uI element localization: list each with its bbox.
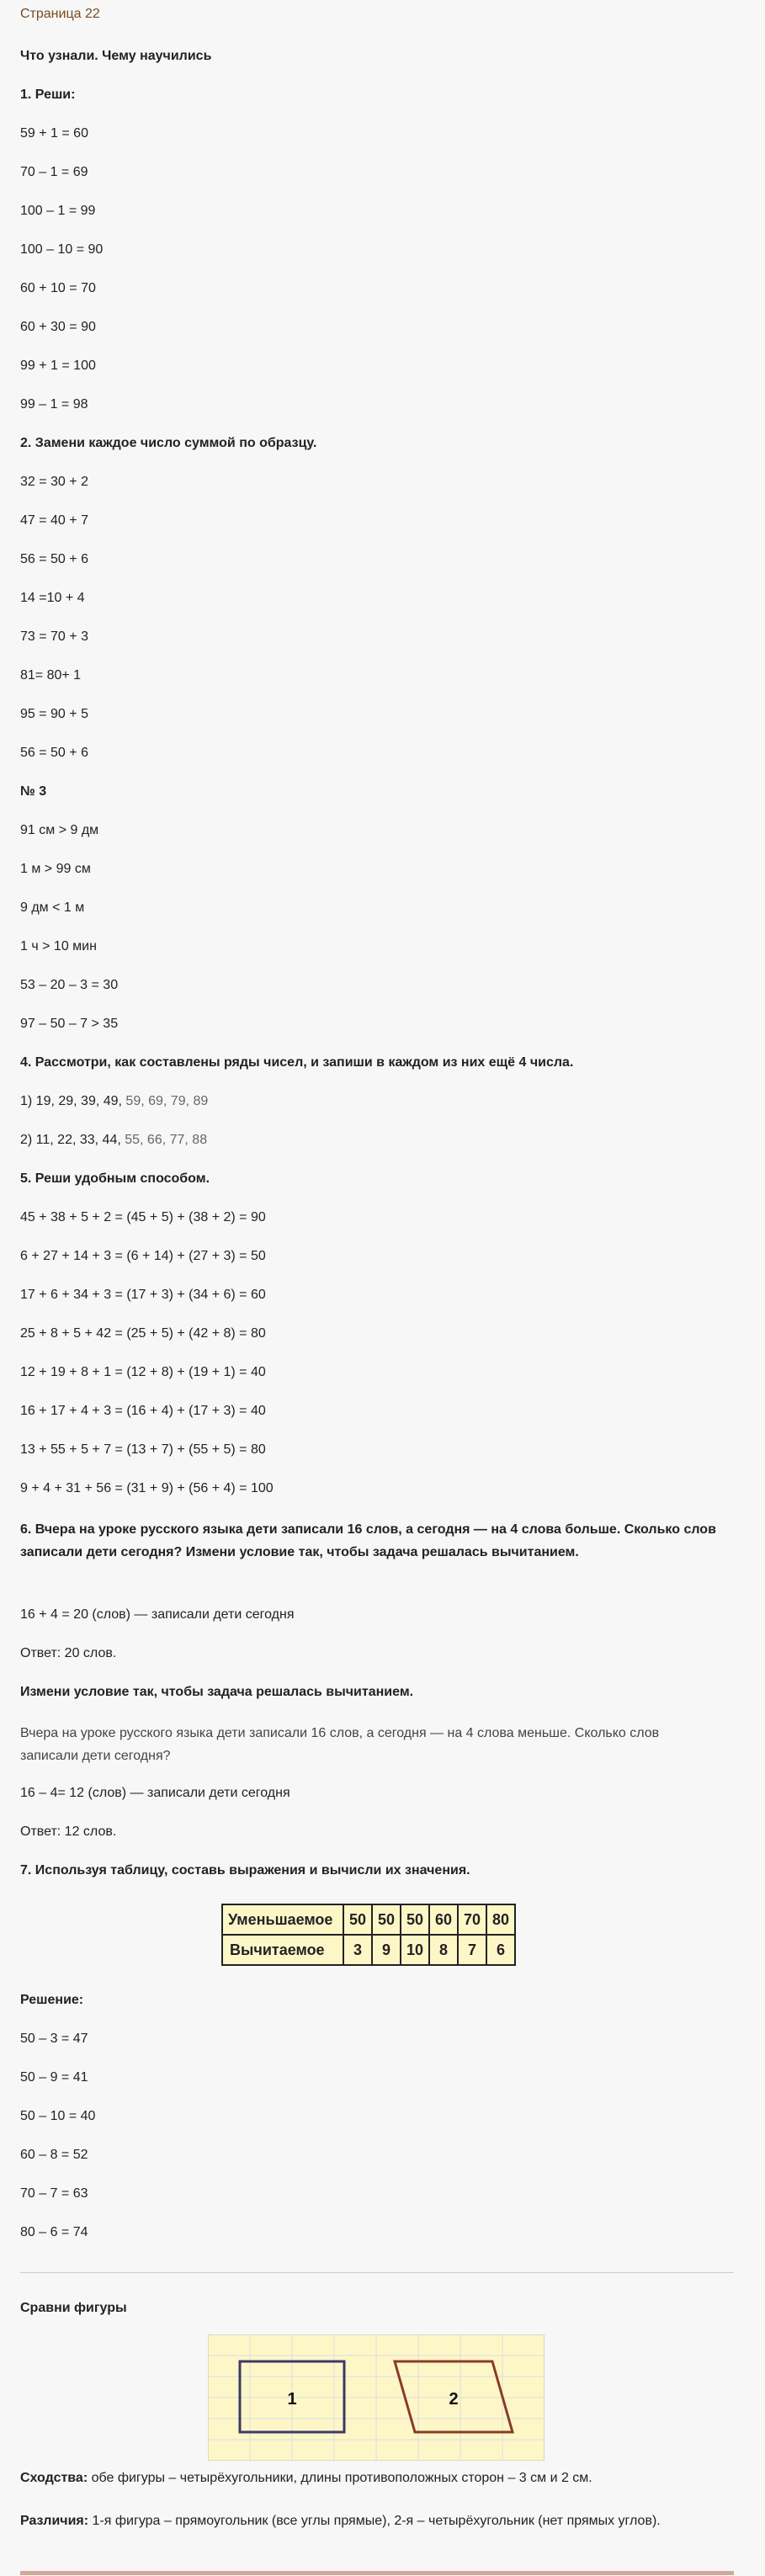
task5-item: 6 + 27 + 14 + 3 = (6 + 14) + (27 + 3) = 50 xyxy=(20,1249,266,1263)
table-cell: 3 xyxy=(343,1935,372,1965)
task4-row1-added: 59, 69, 79, 89 xyxy=(121,1094,209,1108)
task5-item: 45 + 38 + 5 + 2 = (45 + 5) + (38 + 2) = 90 xyxy=(20,1210,266,1224)
task2-item: 56 = 50 + 6 xyxy=(20,746,88,760)
task7-item: 70 – 7 = 63 xyxy=(20,2186,88,2201)
table-cell: 8 xyxy=(429,1935,458,1965)
task2-item: 95 = 90 + 5 xyxy=(20,707,88,721)
task5-item: 17 + 6 + 34 + 3 = (17 + 3) + (34 + 6) = 60 xyxy=(20,1288,266,1302)
task2-item: 47 = 40 + 7 xyxy=(20,513,88,528)
task3-item: 97 – 50 – 7 > 35 xyxy=(20,1017,119,1031)
task6-new-condition: Вчера на уроке русского языка дети записали 16 слов, а сегодня — на 4 слова меньше. Сколько слов записали дети сегодня? xyxy=(20,1726,660,1763)
task5-item: 12 + 19 + 8 + 1 = (12 + 8) + (19 + 1) = 40 xyxy=(20,1365,266,1379)
task2-item: 32 = 30 + 2 xyxy=(20,475,88,489)
similarities-label: Сходства: xyxy=(20,2471,88,2485)
task6-solution: 16 + 4 = 20 (слов) — записали дети сегодня xyxy=(20,1607,295,1622)
differences xyxy=(20,2510,719,2533)
task6-heading: 6. Вчера на уроке русского языка дети записали 16 слов, а сегодня — на 4 слова больше. Сколько слов записали дети сегодня? Измени условие так, чтобы задача решалась вычитанием. xyxy=(20,1522,716,1559)
task5-item: 16 + 17 + 4 + 3 = (16 + 4) + (17 + 3) = 40 xyxy=(20,1404,266,1418)
task1-item: 100 – 10 = 90 xyxy=(20,242,104,257)
task3-heading: № 3 xyxy=(20,784,47,799)
task7-item: 50 – 9 = 41 xyxy=(20,2070,88,2085)
figure-label-1: 1 xyxy=(287,2390,297,2409)
section-title: Что узнали. Чему научились xyxy=(20,49,212,63)
task7-item: 50 – 3 = 47 xyxy=(20,2032,88,2046)
table-row xyxy=(222,1935,515,1965)
footer-bar xyxy=(20,2571,734,2575)
task4-row2 xyxy=(20,1131,207,1150)
table-row-label: Вычитаемое xyxy=(222,1935,343,1965)
task5-item: 13 + 55 + 5 + 7 = (13 + 7) + (55 + 5) = 80 xyxy=(20,1442,266,1457)
task1-item: 59 + 1 = 60 xyxy=(20,126,88,141)
table-cell: 6 xyxy=(486,1935,515,1965)
task5-item: 25 + 8 + 5 + 42 = (25 + 5) + (42 + 8) = 80 xyxy=(20,1326,266,1341)
shapes-figure xyxy=(208,2334,545,2461)
task5-item: 9 + 4 + 31 + 56 = (31 + 9) + (56 + 4) = 100 xyxy=(20,1481,274,1495)
similarities-text: обе фигуры – четырёхугольники, длины противоположных сторон – 3 см и 2 см. xyxy=(88,2471,592,2485)
task2-item: 56 = 50 + 6 xyxy=(20,552,88,566)
task4-row2-given: 2) 11, 22, 33, 44, xyxy=(20,1133,121,1147)
figure-label-2: 2 xyxy=(449,2390,459,2409)
page-title: Страница 22 xyxy=(20,7,100,21)
task1-item: 100 – 1 = 99 xyxy=(20,204,96,218)
task6-answer2: Ответ: 12 слов. xyxy=(20,1824,117,1839)
task1-item: 60 + 10 = 70 xyxy=(20,281,96,295)
table-cell: 50 xyxy=(343,1904,372,1935)
task1-item: 60 + 30 = 90 xyxy=(20,320,96,334)
task7-solution-label: Решение: xyxy=(20,1993,84,2007)
table-cell: 9 xyxy=(372,1935,401,1965)
similarities xyxy=(20,2469,719,2488)
task6-subheading: Измени условие так, чтобы задача решалась вычитанием. xyxy=(20,1685,414,1699)
compare-heading: Сравни фигуры xyxy=(20,2301,127,2315)
task4-row1-given: 1) 19, 29, 39, 49, xyxy=(20,1094,122,1108)
differences-label: Различия: xyxy=(20,2514,89,2528)
task3-item: 1 м > 99 см xyxy=(20,862,91,876)
task6-answer: Ответ: 20 слов. xyxy=(20,1646,117,1660)
table-row xyxy=(222,1904,515,1935)
table-cell: 50 xyxy=(401,1904,429,1935)
table-row-label: Уменьшаемое xyxy=(222,1904,343,1935)
table-cell: 70 xyxy=(458,1904,486,1935)
task5-heading: 5. Реши удобным способом. xyxy=(20,1171,210,1186)
task2-heading: 2. Замени каждое число суммой по образцу. xyxy=(20,436,317,450)
table-cell: 80 xyxy=(486,1904,515,1935)
task7-item: 80 – 6 = 74 xyxy=(20,2225,88,2239)
task2-item: 14 =10 + 4 xyxy=(20,591,85,605)
table-cell: 50 xyxy=(372,1904,401,1935)
task4-row2-added: 55, 66, 77, 88 xyxy=(120,1133,208,1147)
task4-row1 xyxy=(20,1092,208,1111)
task2-item: 73 = 70 + 3 xyxy=(20,629,88,644)
divider xyxy=(20,2272,734,2273)
table-cell: 60 xyxy=(429,1904,458,1935)
table-cell: 7 xyxy=(458,1935,486,1965)
subtraction-table xyxy=(221,1904,516,1966)
task7-heading: 7. Используя таблицу, составь выражения и вычисли их значения. xyxy=(20,1863,470,1878)
task7-item: 60 – 8 = 52 xyxy=(20,2148,88,2162)
task6-solution2: 16 – 4= 12 (слов) — записали дети сегодня xyxy=(20,1786,290,1800)
task3-item: 91 см > 9 дм xyxy=(20,823,99,837)
task1-heading: 1. Реши: xyxy=(20,88,76,102)
task3-item: 53 – 20 – 3 = 30 xyxy=(20,978,119,992)
task1-item: 99 – 1 = 98 xyxy=(20,397,88,412)
table-cell: 10 xyxy=(401,1935,429,1965)
task2-item: 81= 80+ 1 xyxy=(20,668,82,683)
differences-text: 1-я фигура – прямоугольник (все углы прямые), 2-я – четырёхугольник (нет прямых углов). xyxy=(88,2514,661,2528)
task1-item: 70 – 1 = 69 xyxy=(20,165,88,179)
task3-item: 9 дм < 1 м xyxy=(20,900,85,915)
task7-item: 50 – 10 = 40 xyxy=(20,2109,96,2123)
task1-item: 99 + 1 = 100 xyxy=(20,359,96,373)
task3-item: 1 ч > 10 мин xyxy=(20,939,97,953)
task4-heading: 4. Рассмотри, как составлены ряды чисел, и запиши в каждом из них ещё 4 числа. xyxy=(20,1055,574,1070)
